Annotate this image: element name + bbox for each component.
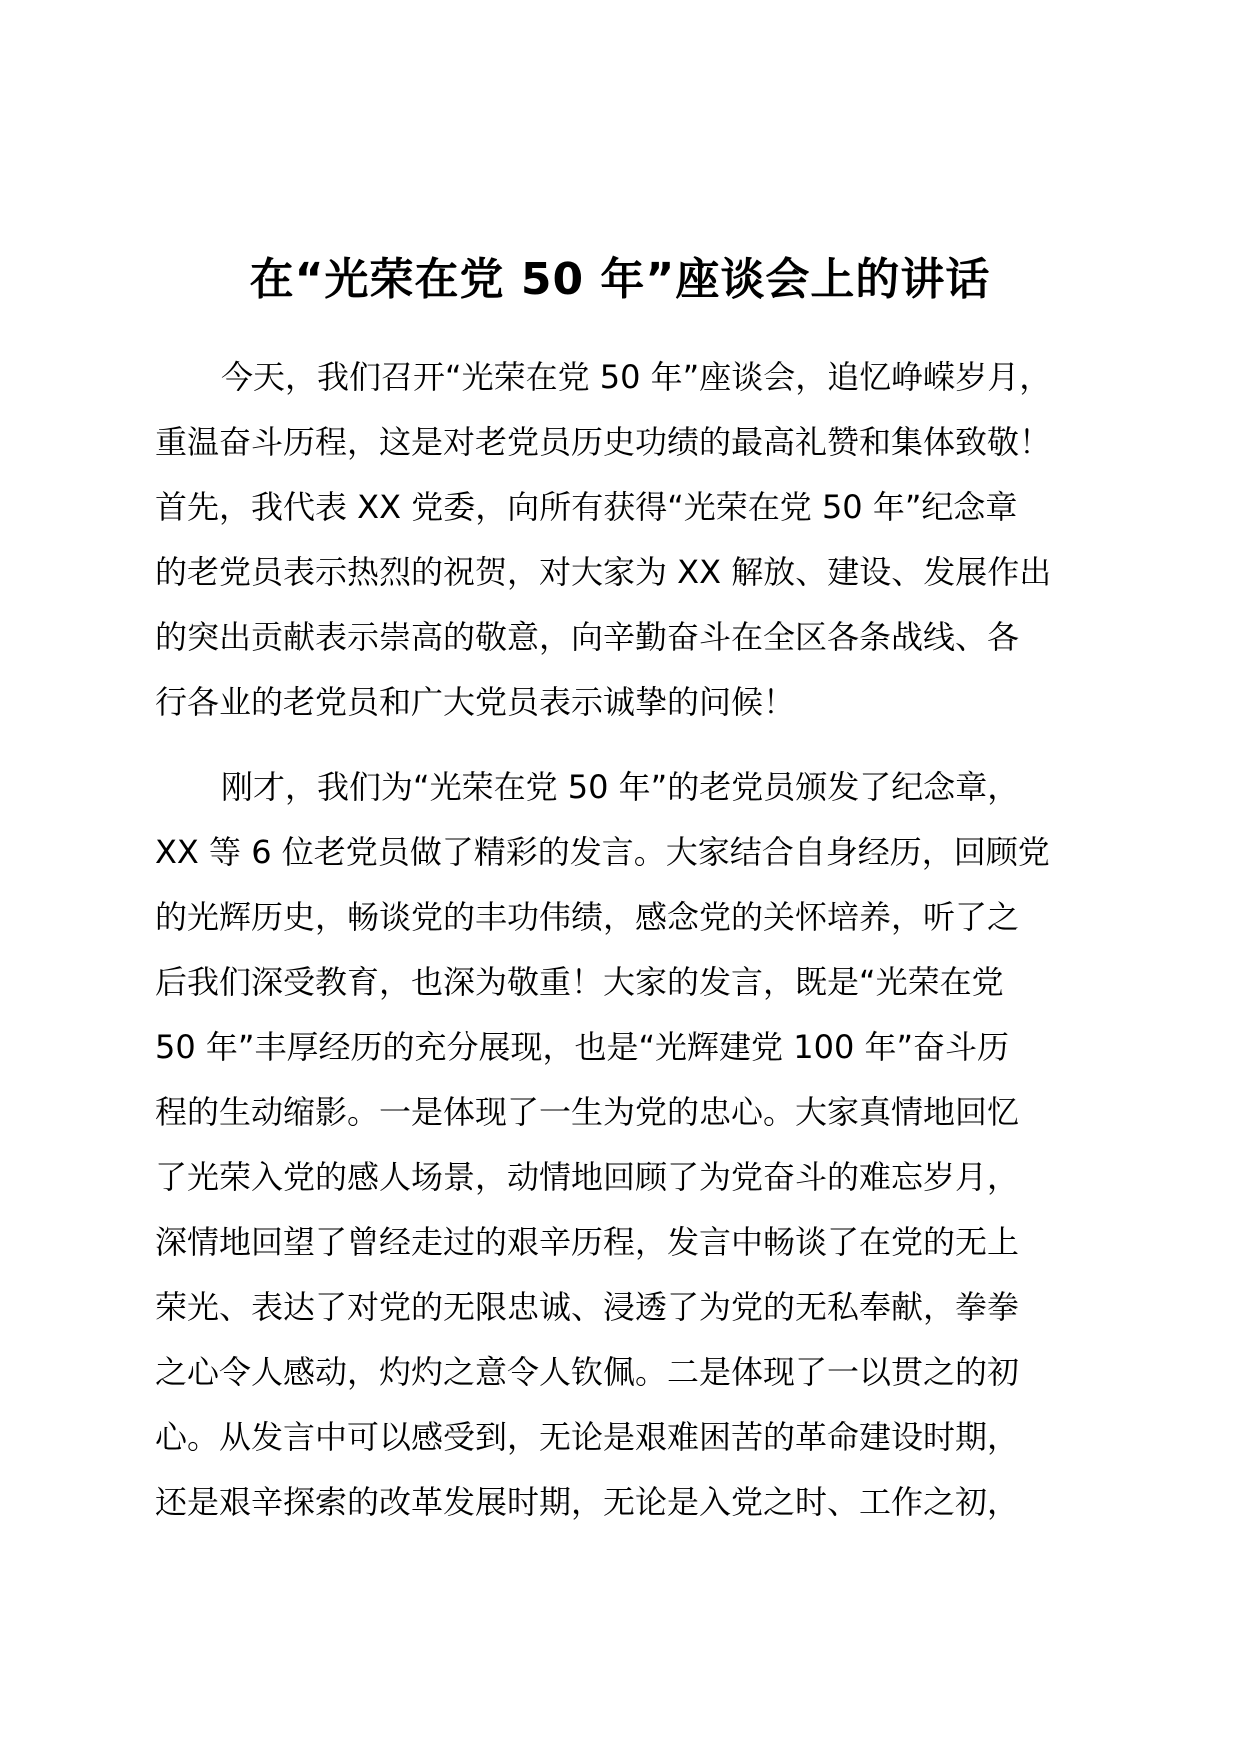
paragraph-line: 行各业的老党员和广大党员表示诚挚的问候！ xyxy=(155,683,796,721)
paragraph-line: 之心令人感动，灼灼之意令人钦佩。二是体现了一以贯之的初 xyxy=(155,1353,1020,1391)
paragraph-line: 的光辉历史，畅谈党的丰功伟绩，感念党的关怀培养，听了之 xyxy=(155,898,1020,936)
paragraph-line: 刚才，我们为“光荣在党 50 年”的老党员颁发了纪念章， xyxy=(221,768,1020,806)
paragraph-line: 深情地回望了曾经走过的艰辛历程，发言中畅谈了在党的无上 xyxy=(155,1223,1020,1261)
paragraph-line: 心。从发言中可以感受到，无论是艰难困苦的革命建设时期， xyxy=(155,1418,1020,1456)
paragraph-line: 程的生动缩影。一是体现了一生为党的忠心。大家真情地回忆 xyxy=(155,1093,1020,1131)
paragraph-line: XX 等 6 位老党员做了精彩的发言。大家结合自身经历，回顾党 xyxy=(155,833,1050,871)
paragraph-2 xyxy=(155,755,1115,1535)
paragraph-line: 首先，我代表 XX 党委，向所有获得“光荣在党 50 年”纪念章 xyxy=(155,488,1018,526)
paragraph-line: 今天，我们召开“光荣在党 50 年”座谈会，追忆峥嵘岁月， xyxy=(221,358,1052,396)
paragraph-line: 50 年”丰厚经历的充分展现，也是“光辉建党 100 年”奋斗历 xyxy=(155,1028,1010,1066)
paragraph-line: 的突出贡献表示崇高的敬意，向辛勤奋斗在全区各条战线、各 xyxy=(155,618,1020,656)
paragraph-line: 还是艰辛探索的改革发展时期，无论是入党之时、工作之初， xyxy=(155,1483,1020,1521)
document-body xyxy=(155,345,1115,1535)
paragraph-line: 了光荣入党的感人场景，动情地回顾了为党奋斗的难忘岁月， xyxy=(155,1158,1020,1196)
paragraph-1 xyxy=(155,345,1115,735)
paragraph-line: 重温奋斗历程，这是对老党员历史功绩的最高礼赞和集体致敬！ xyxy=(155,423,1052,461)
paragraph-line: 后我们深受教育，也深为敬重！大家的发言，既是“光荣在党 xyxy=(155,963,1004,1001)
paragraph-line: 的老党员表示热烈的祝贺，对大家为 XX 解放、建设、发展作出 xyxy=(155,553,1052,591)
document-title: 在“光荣在党 50 年”座谈会上的讲话 xyxy=(249,254,991,305)
paragraph-line: 荣光、表达了对党的无限忠诚、浸透了为党的无私奉献，拳拳 xyxy=(155,1288,1020,1326)
paragraph-spacer xyxy=(155,735,1115,755)
